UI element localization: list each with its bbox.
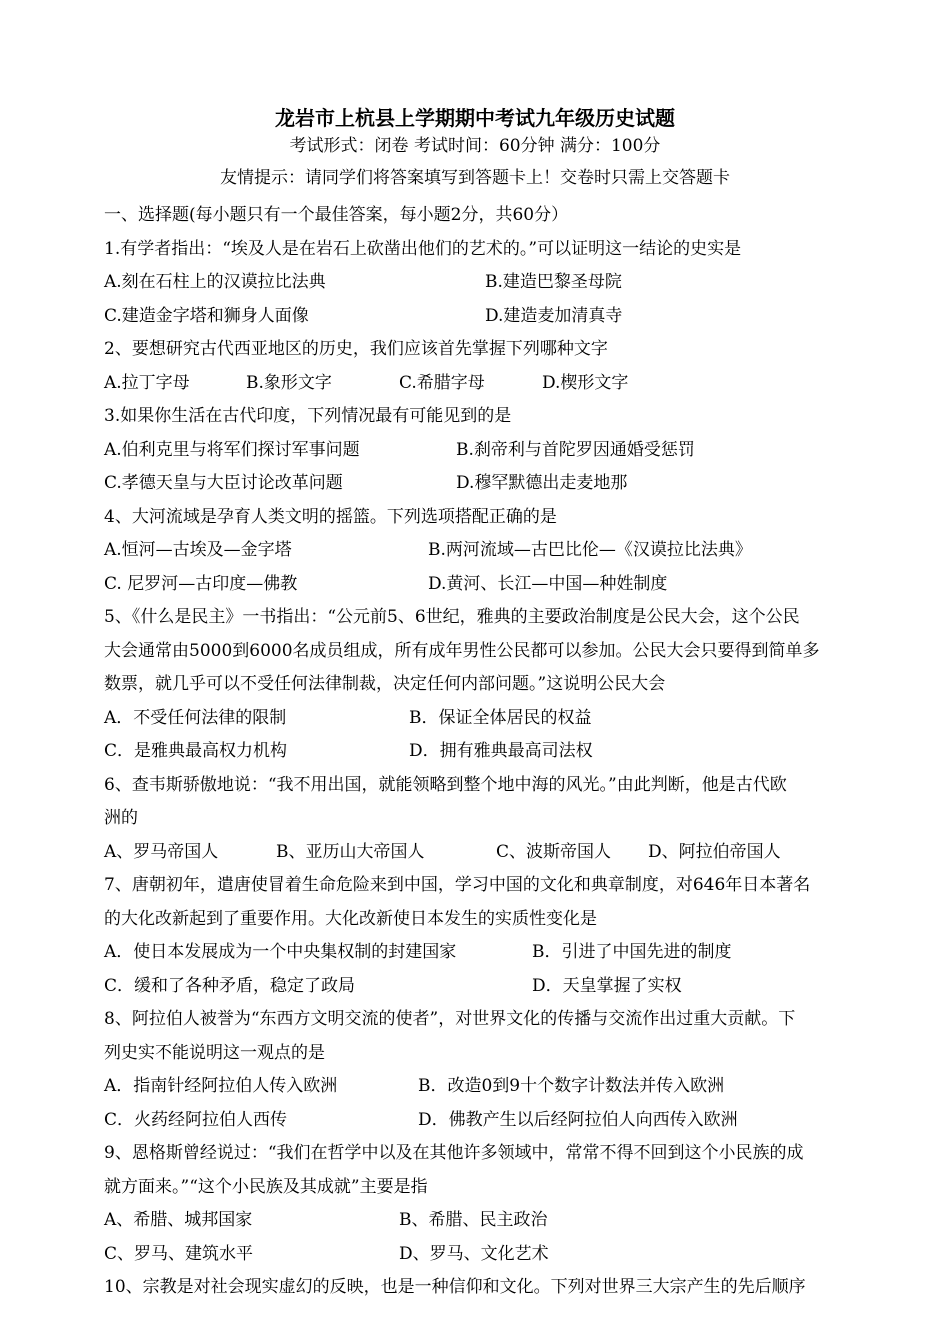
question-5-stem-line-3: 数票，就几乎可以不受任何法律制裁，决定任何内部问题。”这说明公民大会 bbox=[104, 674, 666, 694]
question-7-option-a: A．使日本发展成为一个中央集权制的封建国家 bbox=[104, 942, 457, 962]
question-2-stem: 2、要想研究古代西亚地区的历史，我们应该首先掌握下列哪种文字 bbox=[104, 339, 608, 359]
question-6-stem-line-1: 6、查韦斯骄傲地说：“我不用出国，就能领略到整个地中海的风光。”由此判断，他是古代欧 bbox=[104, 774, 787, 795]
question-3-option-a: A.伯利克里与将军们探讨军事问题 bbox=[104, 439, 360, 460]
question-3-option-c: C.孝德天皇与大臣讨论改革问题 bbox=[104, 473, 343, 493]
question-9-option-d: D、罗马、文化艺术 bbox=[399, 1243, 549, 1264]
question-4-options-row-1 bbox=[104, 534, 904, 568]
question-7-option-d: D．天皇掌握了实权 bbox=[532, 975, 682, 996]
question-6-stem-line-2: 洲的 bbox=[104, 808, 138, 828]
question-9-option-c: C、罗马、建筑水平 bbox=[104, 1243, 254, 1264]
question-8-options-row-1 bbox=[104, 1070, 904, 1104]
question-6-options-row bbox=[104, 836, 904, 870]
question-7-option-c: C．缓和了各种矛盾，稳定了政局 bbox=[104, 975, 356, 996]
question-2-option-a: A.拉丁字母 bbox=[104, 372, 190, 393]
question-8-option-b: B．改造0到9十个数字计数法并传入欧洲 bbox=[418, 1076, 725, 1096]
question-1-option-b: B.建造巴黎圣母院 bbox=[485, 272, 622, 292]
question-2-option-c: C.希腊字母 bbox=[399, 372, 485, 393]
question-3-option-d: D.穆罕默德出走麦地那 bbox=[456, 473, 628, 493]
question-1-option-d: D.建造麦加清真寺 bbox=[485, 305, 623, 326]
question-8-option-d: D．佛教产生以后经阿拉伯人向西传入欧洲 bbox=[418, 1109, 738, 1130]
question-4-option-a: A.恒河—古埃及—金字塔 bbox=[104, 540, 292, 560]
question-8-option-a: A．指南针经阿拉伯人传入欧洲 bbox=[104, 1076, 338, 1096]
question-5-option-c: C．是雅典最高权力机构 bbox=[104, 741, 288, 761]
question-5-options-row-1 bbox=[104, 702, 904, 736]
question-4-options-row-2 bbox=[104, 568, 904, 602]
question-7-stem-line-1: 7、唐朝初年，遣唐使冒着生命危险来到中国，学习中国的文化和典章制度，对646年日本著名 bbox=[104, 875, 811, 895]
question-7-stem-line-2: 的大化改新起到了重要作用。大化改新使日本发生的实质性变化是 bbox=[104, 908, 597, 929]
question-7-options-row-2 bbox=[104, 970, 904, 1004]
question-8-options-row-2 bbox=[104, 1104, 904, 1138]
question-1-options-row-1 bbox=[104, 266, 904, 300]
question-9-stem-line-2: 就方面来。”“这个小民族及其成就”主要是指 bbox=[104, 1176, 428, 1197]
question-2-option-d: D.楔形文字 bbox=[542, 372, 629, 393]
question-1-options-row-2 bbox=[104, 300, 904, 334]
question-5-stem-line-2: 大会通常由5000到6000名成员组成，所有成年男性公民都可以参加。公民大会只要得到简单多 bbox=[104, 640, 820, 661]
question-9-options-row-2 bbox=[104, 1238, 904, 1272]
question-3-stem: 3.如果你生活在古代印度，下列情况最有可能见到的是 bbox=[104, 406, 512, 426]
exam-title: 龙岩市上杭县上学期期中考试九年级历史试题 bbox=[275, 106, 675, 130]
question-6-option-b: B、亚历山大帝国人 bbox=[276, 841, 425, 862]
question-10-stem: 10、宗教是对社会现实虚幻的反映，也是一种信仰和文化。下列对世界三大宗产生的先后顺序 bbox=[104, 1277, 806, 1297]
question-9-option-b: B、希腊、民主政治 bbox=[399, 1210, 548, 1230]
question-5-options-row-2 bbox=[104, 735, 904, 769]
section-heading: 一、选择题(每小题只有一个最佳答案，每小题2分，共60分） bbox=[104, 205, 569, 225]
exam-body bbox=[104, 199, 904, 1305]
question-9-option-a: A、希腊、城邦国家 bbox=[104, 1210, 253, 1230]
question-5-option-b: B．保证全体居民的权益 bbox=[409, 707, 592, 728]
exam-notice: 友情提示：请同学们将答案填写到答题卡上！交卷时只需上交答题卡 bbox=[220, 168, 730, 188]
question-2-option-b: B.象形文字 bbox=[246, 372, 332, 393]
question-8-stem-line-2: 列史实不能说明这一观点的是 bbox=[104, 1042, 325, 1063]
question-6-option-d: D、阿拉伯帝国人 bbox=[648, 841, 781, 862]
question-4-stem: 4、大河流域是孕育人类文明的摇篮。下列选项搭配正确的是 bbox=[104, 506, 557, 527]
question-8-stem-line-1: 8、阿拉伯人被誉为“东西方文明交流的使者”，对世界文化的传播与交流作出过重大贡献。下 bbox=[104, 1009, 796, 1029]
question-8-option-c: C．火药经阿拉伯人西传 bbox=[104, 1109, 288, 1130]
question-5-stem-line-1: 5、《什么是民主》一书指出：“公元前5、6世纪，雅典的主要政治制度是公民大会，这个公民 bbox=[104, 607, 800, 627]
question-5-option-a: A．不受任何法律的限制 bbox=[104, 707, 287, 728]
question-1-stem: 1.有学者指出：“埃及人是在岩石上砍凿出他们的艺术的。”可以证明这一结论的史实是 bbox=[104, 238, 742, 259]
question-4-option-d: D.黄河、长江—中国—种姓制度 bbox=[428, 573, 668, 594]
question-9-options-row-1 bbox=[104, 1204, 904, 1238]
question-6-option-c: C、波斯帝国人 bbox=[496, 841, 612, 862]
question-9-stem-line-1: 9、恩格斯曾经说过：“我们在哲学中以及在其他许多领域中，常常不得不回到这个小民族的成 bbox=[104, 1143, 804, 1163]
question-4-option-b: B.两河流域—古巴比伦—《汉谟拉比法典》 bbox=[428, 540, 752, 560]
exam-subtitle: 考试形式：闭卷 考试时间：60分钟 满分：100分 bbox=[289, 136, 661, 156]
question-1-option-c: C.建造金字塔和狮身人面像 bbox=[104, 305, 309, 326]
question-1-option-a: A.刻在石柱上的汉谟拉比法典 bbox=[104, 272, 326, 292]
question-6-option-a: A、罗马帝国人 bbox=[104, 841, 219, 862]
question-4-option-c: C. 尼罗河—古印度—佛教 bbox=[104, 573, 298, 594]
question-2-options-row bbox=[104, 367, 904, 401]
question-5-option-d: D．拥有雅典最高司法权 bbox=[409, 741, 593, 761]
question-3-option-b: B.刹帝利与首陀罗因通婚受惩罚 bbox=[456, 439, 695, 460]
question-7-options-row-1 bbox=[104, 936, 904, 970]
question-3-options-row-2 bbox=[104, 467, 904, 501]
question-7-option-b: B．引进了中国先进的制度 bbox=[532, 942, 732, 962]
question-3-options-row-1 bbox=[104, 434, 904, 468]
